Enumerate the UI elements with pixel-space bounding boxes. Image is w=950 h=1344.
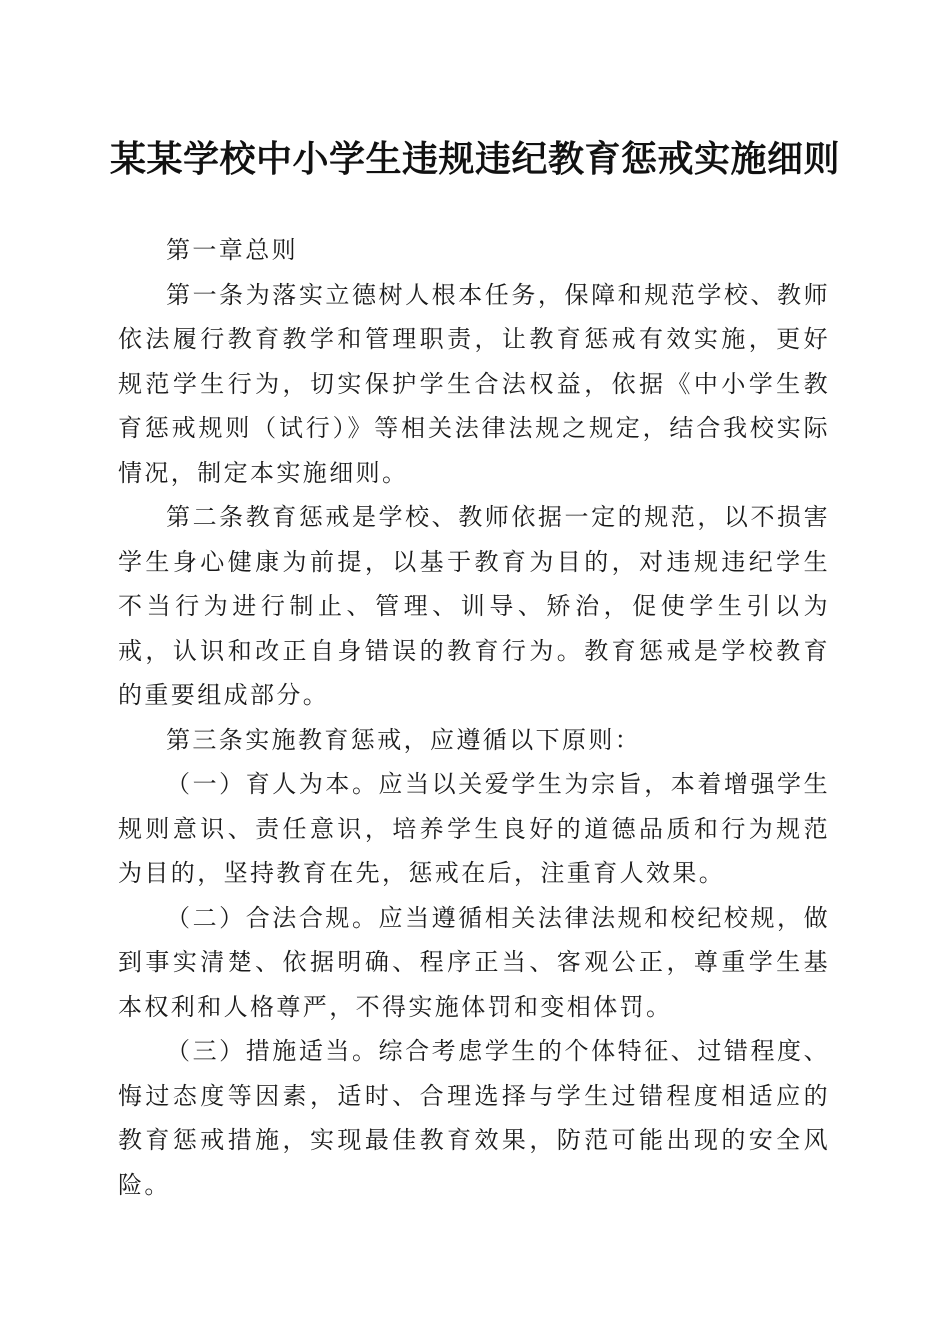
principle-1-paragraph: （一）育人为本。应当以关爱学生为宗旨，本着增强学生规则意识、责任意识，培养学生良好的道德品质和行为规范为目的，坚持教育在先，惩戒在后，注重育人效果。 bbox=[118, 770, 830, 887]
principle-3-paragraph: （三）措施适当。综合考虑学生的个体特征、过错程度、悔过态度等因素，适时、合理选择与学生过错程度相适应的教育惩戒措施，实现最佳教育效果，防范可能出现的安全风险。 bbox=[118, 1037, 830, 1199]
document-title: 某某学校中小学生违规违纪教育惩戒实施细则 bbox=[109, 138, 840, 180]
document-body bbox=[118, 228, 830, 1207]
article-1-paragraph: 第一条为落实立德树人根本任务，保障和规范学校、教师依法履行教育教学和管理职责，让教育惩戒有效实施，更好规范学生行为，切实保护学生合法权益，依据《中小学生教育惩戒规则（试行）》等相关法律法规之规定，结合我校实际情况，制定本实施细则。 bbox=[118, 280, 830, 487]
chapter-heading: 第一章总则 bbox=[166, 236, 298, 264]
article-3-paragraph: 第三条实施教育惩戒，应遵循以下原则： bbox=[166, 725, 642, 754]
principle-2-paragraph: （二）合法合规。应当遵循相关法律法规和校纪校规，做到事实清楚、依据明确、程序正当、客观公正，尊重学生基本权利和人格尊严，不得实施体罚和变相体罚。 bbox=[118, 903, 830, 1021]
article-2-paragraph: 第二条教育惩戒是学校、教师依据一定的规范，以不损害学生身心健康为前提，以基于教育为目的，对违规违纪学生不当行为进行制止、管理、训导、矫治，促使学生引以为戒，认识和改正自身错误的教育行为。教育惩戒是学校教育的重要组成部分。 bbox=[118, 503, 830, 709]
